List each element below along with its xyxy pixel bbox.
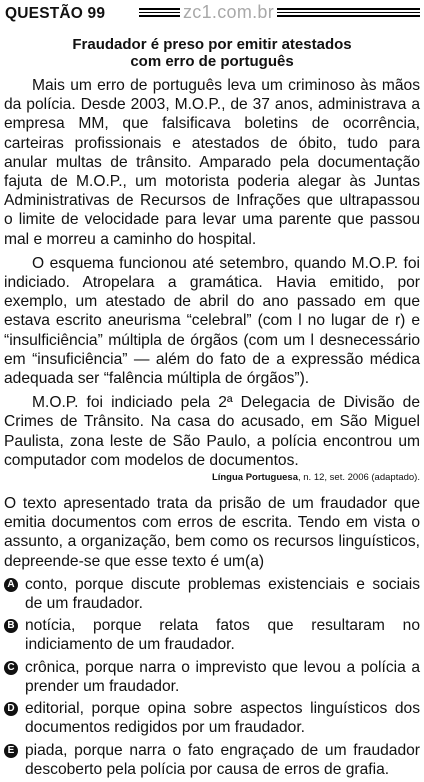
source-name: Língua Portuguesa: [211, 472, 298, 484]
question-number: QUESTÃO 99: [5, 5, 106, 22]
option-b[interactable]: [4, 616, 420, 654]
option-a[interactable]: [4, 575, 420, 613]
article-source: [4, 472, 420, 484]
article-paragraph: Mais um erro de português leva um criminoso às mãos da polícia. Desde 2003, M.O.P., de 37 anos, administrava a empresa MM, que falsificava boletins de ocorrência, carteiras profissionais e atestados de óbito, tudo para anular multas de trânsito. Amparado pela documentação fajuta de M.O.P., um motorista poderia alegar às Juntas Administrativas de Recursos de Infrações que ultrapassou o limite de velocidade para levar uma parente que passou mal e morreu a caminho do hospital.: [4, 77, 420, 248]
option-text: crônica, porque narra o imprevisto que levou a polícia a prender um fraudador.: [25, 658, 420, 695]
question-page: [4, 0, 420, 782]
answer-options: [4, 575, 420, 779]
option-letter-badge: C: [4, 661, 18, 675]
question-header: [4, 0, 420, 26]
option-letter-badge: D: [4, 702, 18, 716]
option-letter-badge: A: [4, 578, 18, 592]
article-paragraph: O esquema funcionou até setembro, quando M.O.P. foi indiciado. Atropelara a gramática. Havia emitido, por exemplo, um atestado de abril do ano passado em que estava escrito aneurisma “celebral” (com l no lugar de r) e “insulficiência” múltipla de órgãos (com um l desnecessário em “insuficiência” — além do fato de a expressão médica adequada ser “falência múltipla de órgãos”).: [4, 254, 420, 388]
watermark: zc1.com.br: [180, 2, 277, 23]
option-text: piada, porque narra o fato engraçado de um fraudador descoberto pela polícia por causa de erros de grafia.: [25, 741, 420, 778]
source-detail: , n. 12, set. 2006 (adaptado).: [297, 472, 420, 484]
option-c[interactable]: [4, 658, 420, 696]
option-text: notícia, porque relata fatos que resultaram no indiciamento de um fraudador.: [25, 617, 420, 654]
article-title-line2: com erro de português: [130, 53, 294, 70]
option-letter-badge: B: [4, 619, 18, 633]
article-title-line1: Fraudador é preso por emitir atestados: [72, 36, 352, 53]
question-stem: O texto apresentado trata da prisão de um fraudador que emitia documentos com erros de escrita. Tendo em vista o assunto, a organização, bem como os recursos linguísticos, depreende-se que esse texto é um(a): [4, 495, 420, 570]
option-d[interactable]: [4, 699, 420, 737]
option-text: editorial, porque opina sobre aspectos linguísticos dos documentos redigidos por um fraudador.: [25, 700, 420, 737]
option-text: conto, porque discute problemas existenciais e sociais de um fraudador.: [25, 575, 420, 613]
article-body: [4, 76, 420, 470]
article-title: [4, 36, 420, 70]
option-letter-badge: E: [4, 744, 18, 758]
option-e[interactable]: [4, 741, 420, 779]
article-paragraph: M.O.P. foi indiciado pela 2ª Delegacia de Divisão de Crimes de Trânsito. Na casa do acusado, em São Miguel Paulista, zona leste de São Paulo, a polícia encontrou um computador com modelos de documentos.: [4, 394, 420, 469]
